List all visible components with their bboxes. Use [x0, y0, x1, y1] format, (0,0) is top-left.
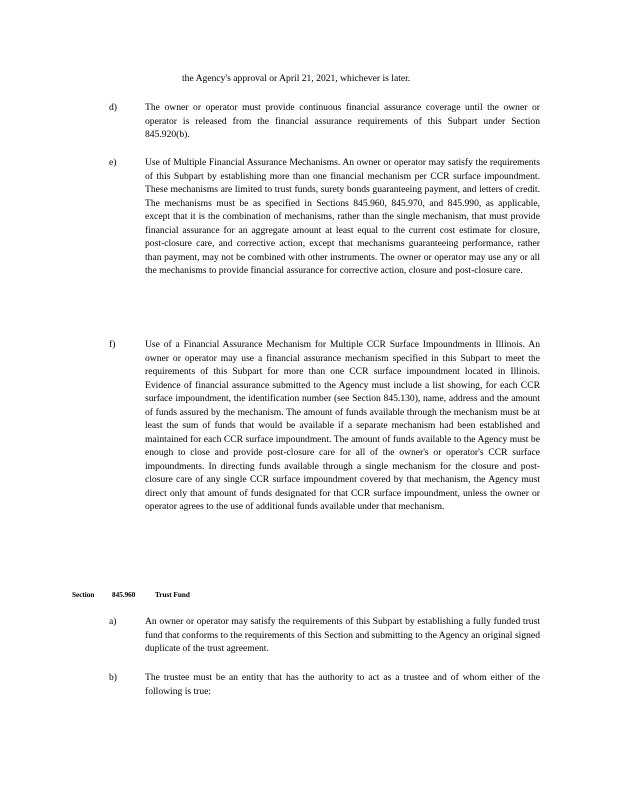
trust-subsection-marker-a: a): [109, 616, 117, 627]
subsection-marker-f: f): [109, 339, 116, 350]
subsection-marker-e: e): [109, 157, 117, 168]
intro-line: the Agency's approval or April 21, 2021, whichever is later.: [182, 73, 411, 84]
section-heading: [72, 592, 235, 599]
trust-subsection-text-a: An owner or operator may satisfy the requirements of this Subpart by establishing a fully funded trust fund that conforms to the requirements of this Section and submitting to the Agency an original signed duplicate of the trust agreement.: [145, 616, 540, 654]
subsection-text-d: The owner or operator must provide continuous financial assurance coverage until the owner or operator is released from the financial assurance requirements of this Subpart under Section 845.920(b).: [145, 102, 540, 140]
subsection-marker-d: d): [109, 102, 117, 113]
trust-subsection-marker-b: b): [109, 672, 117, 683]
section-number: 845.960: [112, 591, 136, 599]
subsection-text-f: Use of a Financial Assurance Mechanism for Multiple CCR Surface Impoundments in Illinois. An owner or operator may use a financial assurance mechanism specified in this Subpart to meet the requirements of this Subpart for more than one CCR surface impoundment located in Illinois. Evidence of financial assurance submitted to the Agency must include a list showing, for each CCR surface impoundment, the identification number (see Section 845.130), name, address and the amount of funds assured by the mechanism. The amount of funds available through the mechanism must be at least the sum of funds that would be available if a separate mechanism had been established and maintained for each CCR surface impoundment. The amount of funds available to the Agency must be enough to close and provide post-closure care for all of the owner's or operator's CCR surface impoundments. In directing funds available through a single mechanism for the closure and post-closure care of any single CCR surface impoundment covered by that mechanism, the Agency must direct only that amount of funds designated for that CCR surface impoundment, unless the owner or operator agrees to the use of additional funds available under that mechanism.: [145, 339, 540, 512]
section-word: Section: [72, 591, 95, 599]
trust-subsection-text-b: The trustee must be an entity that has the authority to act as a trustee and of whom either of the following is true:: [145, 672, 540, 697]
subsection-text-e: Use of Multiple Financial Assurance Mechanisms. An owner or operator may satisfy the requirements of this Subpart by establishing more than one financial mechanism per CCR surface impoundment. These mechanisms are limited to trust funds, surety bonds guaranteeing payment, and letters of credit. The mechanisms must be as specified in Sections 845.960, 845.970, and 845.990, as applicable, except that it is the combination of mechanisms, rather than the single mechanism, that must provide financial assurance for an aggregate amount at least equal to the current cost estimate for closure, post-closure care, and corrective action, except that mechanisms guaranteeing performance, rather than payment, may not be combined with other instruments. The owner or operator may use any or all the mechanisms to provide financial assurance for corrective action, closure and post-closure care.: [145, 157, 540, 276]
section-title: Trust Fund: [155, 591, 190, 599]
